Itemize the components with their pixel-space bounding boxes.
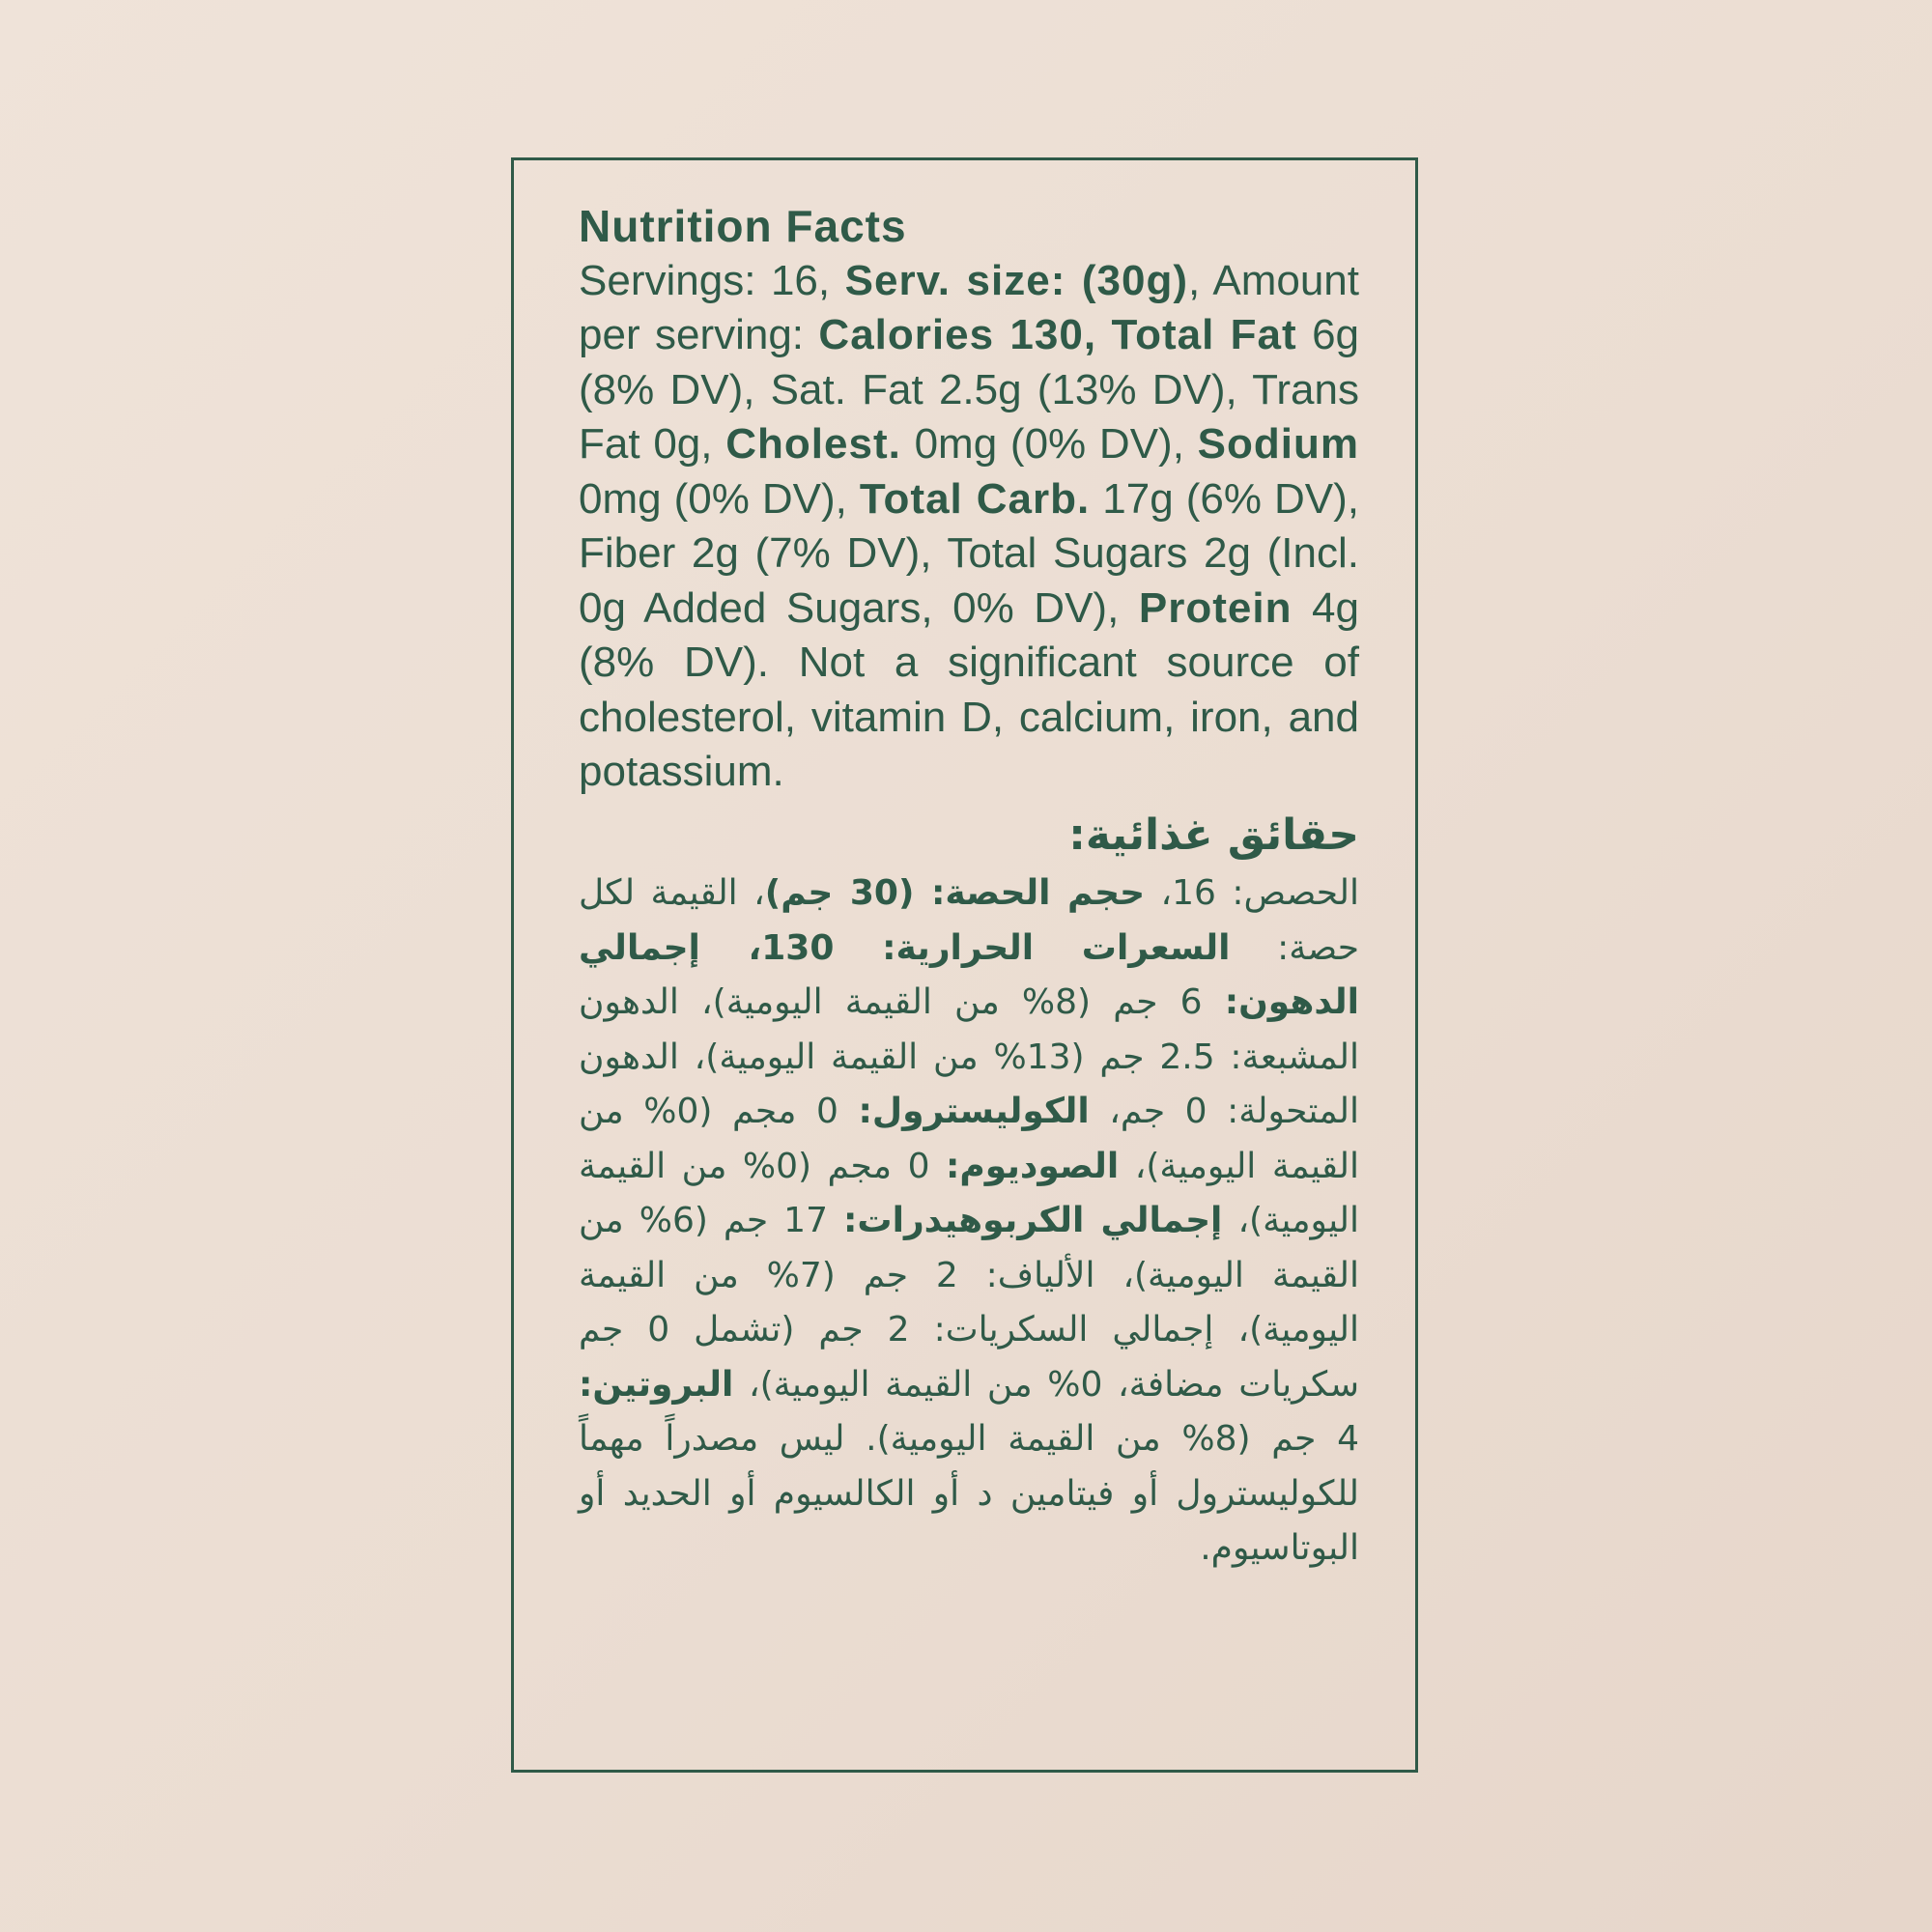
ar-text-segment: 4 جم (8% من القيمة اليومية). ليس مصدراً مهماً للكوليسترول أو فيتامين د أو الكالسيوم أو الحديد أو البوتاسيوم. (579, 1419, 1359, 1569)
en-text-segment: 6g (8% DV), Sat. Fat 2.5g (13% DV), Trans Fat 0g, (579, 311, 1360, 469)
en-total-fat-label: Total Fat (1111, 311, 1297, 359)
en-text-segment: 17g (6% DV), Fiber 2g (7% DV), Total Sugars 2g (Incl. 0g Added Sugars, 0% DV), (579, 474, 1360, 632)
ar-text-segment: 17 جم (6% من القيمة اليومية)، الألياف: 2 جم (7% من القيمة اليومية)، إجمالي السكريات: 2 جم (تشمل 0 جم سكريات مضافة، 0% من القيمة اليومية)، (579, 1201, 1359, 1405)
ar-calories-fat-label: السعرات الحرارية: 130، إجمالي الدهون: (579, 927, 1359, 1023)
ar-protein-label: البروتين: (579, 1364, 734, 1405)
en-protein-label: Protein (1138, 583, 1293, 632)
ar-serving-size-label: حجم الحصة: (30 جم) (764, 873, 1146, 914)
ar-text-segment: ، القيمة لكل حصة: (579, 873, 1359, 968)
en-cholesterol-label: Cholest. (725, 420, 901, 469)
en-sodium-label: Sodium (1197, 420, 1359, 469)
english-title: Nutrition Facts (579, 201, 907, 251)
ar-text-segment: 6 جم (8% من القيمة اليومية)، الدهون المشبعة: 2.5 جم (13% من القيمة اليومية)، الدهون المتحولة: 0 جم، (579, 982, 1360, 1132)
ar-text-segment: الحصص: 16، (1145, 873, 1360, 914)
english-nutrition-text (579, 254, 1359, 800)
en-serving-size-label: Serv. size: (30g) (844, 256, 1189, 304)
ar-text-segment: 0 مجم (0% من القيمة اليومية)، (579, 1146, 1359, 1241)
arabic-nutrition-text (579, 867, 1359, 1577)
arabic-title: حقائق غذائية: (1068, 810, 1359, 860)
nutrition-label-content (579, 201, 1359, 1577)
en-calories-label: Calories 130, (818, 311, 1097, 359)
ar-sodium-label: الصوديوم: (946, 1146, 1120, 1186)
ar-text-segment: 0 مجم (0% من القيمة اليومية)، (579, 1092, 1359, 1186)
en-text-segment: Servings: 16, (579, 256, 845, 304)
en-text-segment: 0mg (0% DV), (579, 474, 860, 523)
en-text-segment: 4g (8% DV). Not a significant source of cholesterol, vitamin D, calcium, iron, and potassium. (579, 583, 1359, 796)
en-text-segment: 0mg (0% DV), (900, 420, 1198, 469)
en-text-segment (1096, 311, 1111, 358)
ar-total-carb-label: إجمالي الكربوهيدرات: (843, 1201, 1223, 1241)
nutrition-label-panel (511, 157, 1418, 1773)
en-text-segment: , Amount per serving: (579, 256, 1359, 359)
ar-cholesterol-label: الكوليسترول: (858, 1092, 1090, 1132)
en-total-carb-label: Total Carb. (859, 474, 1091, 523)
